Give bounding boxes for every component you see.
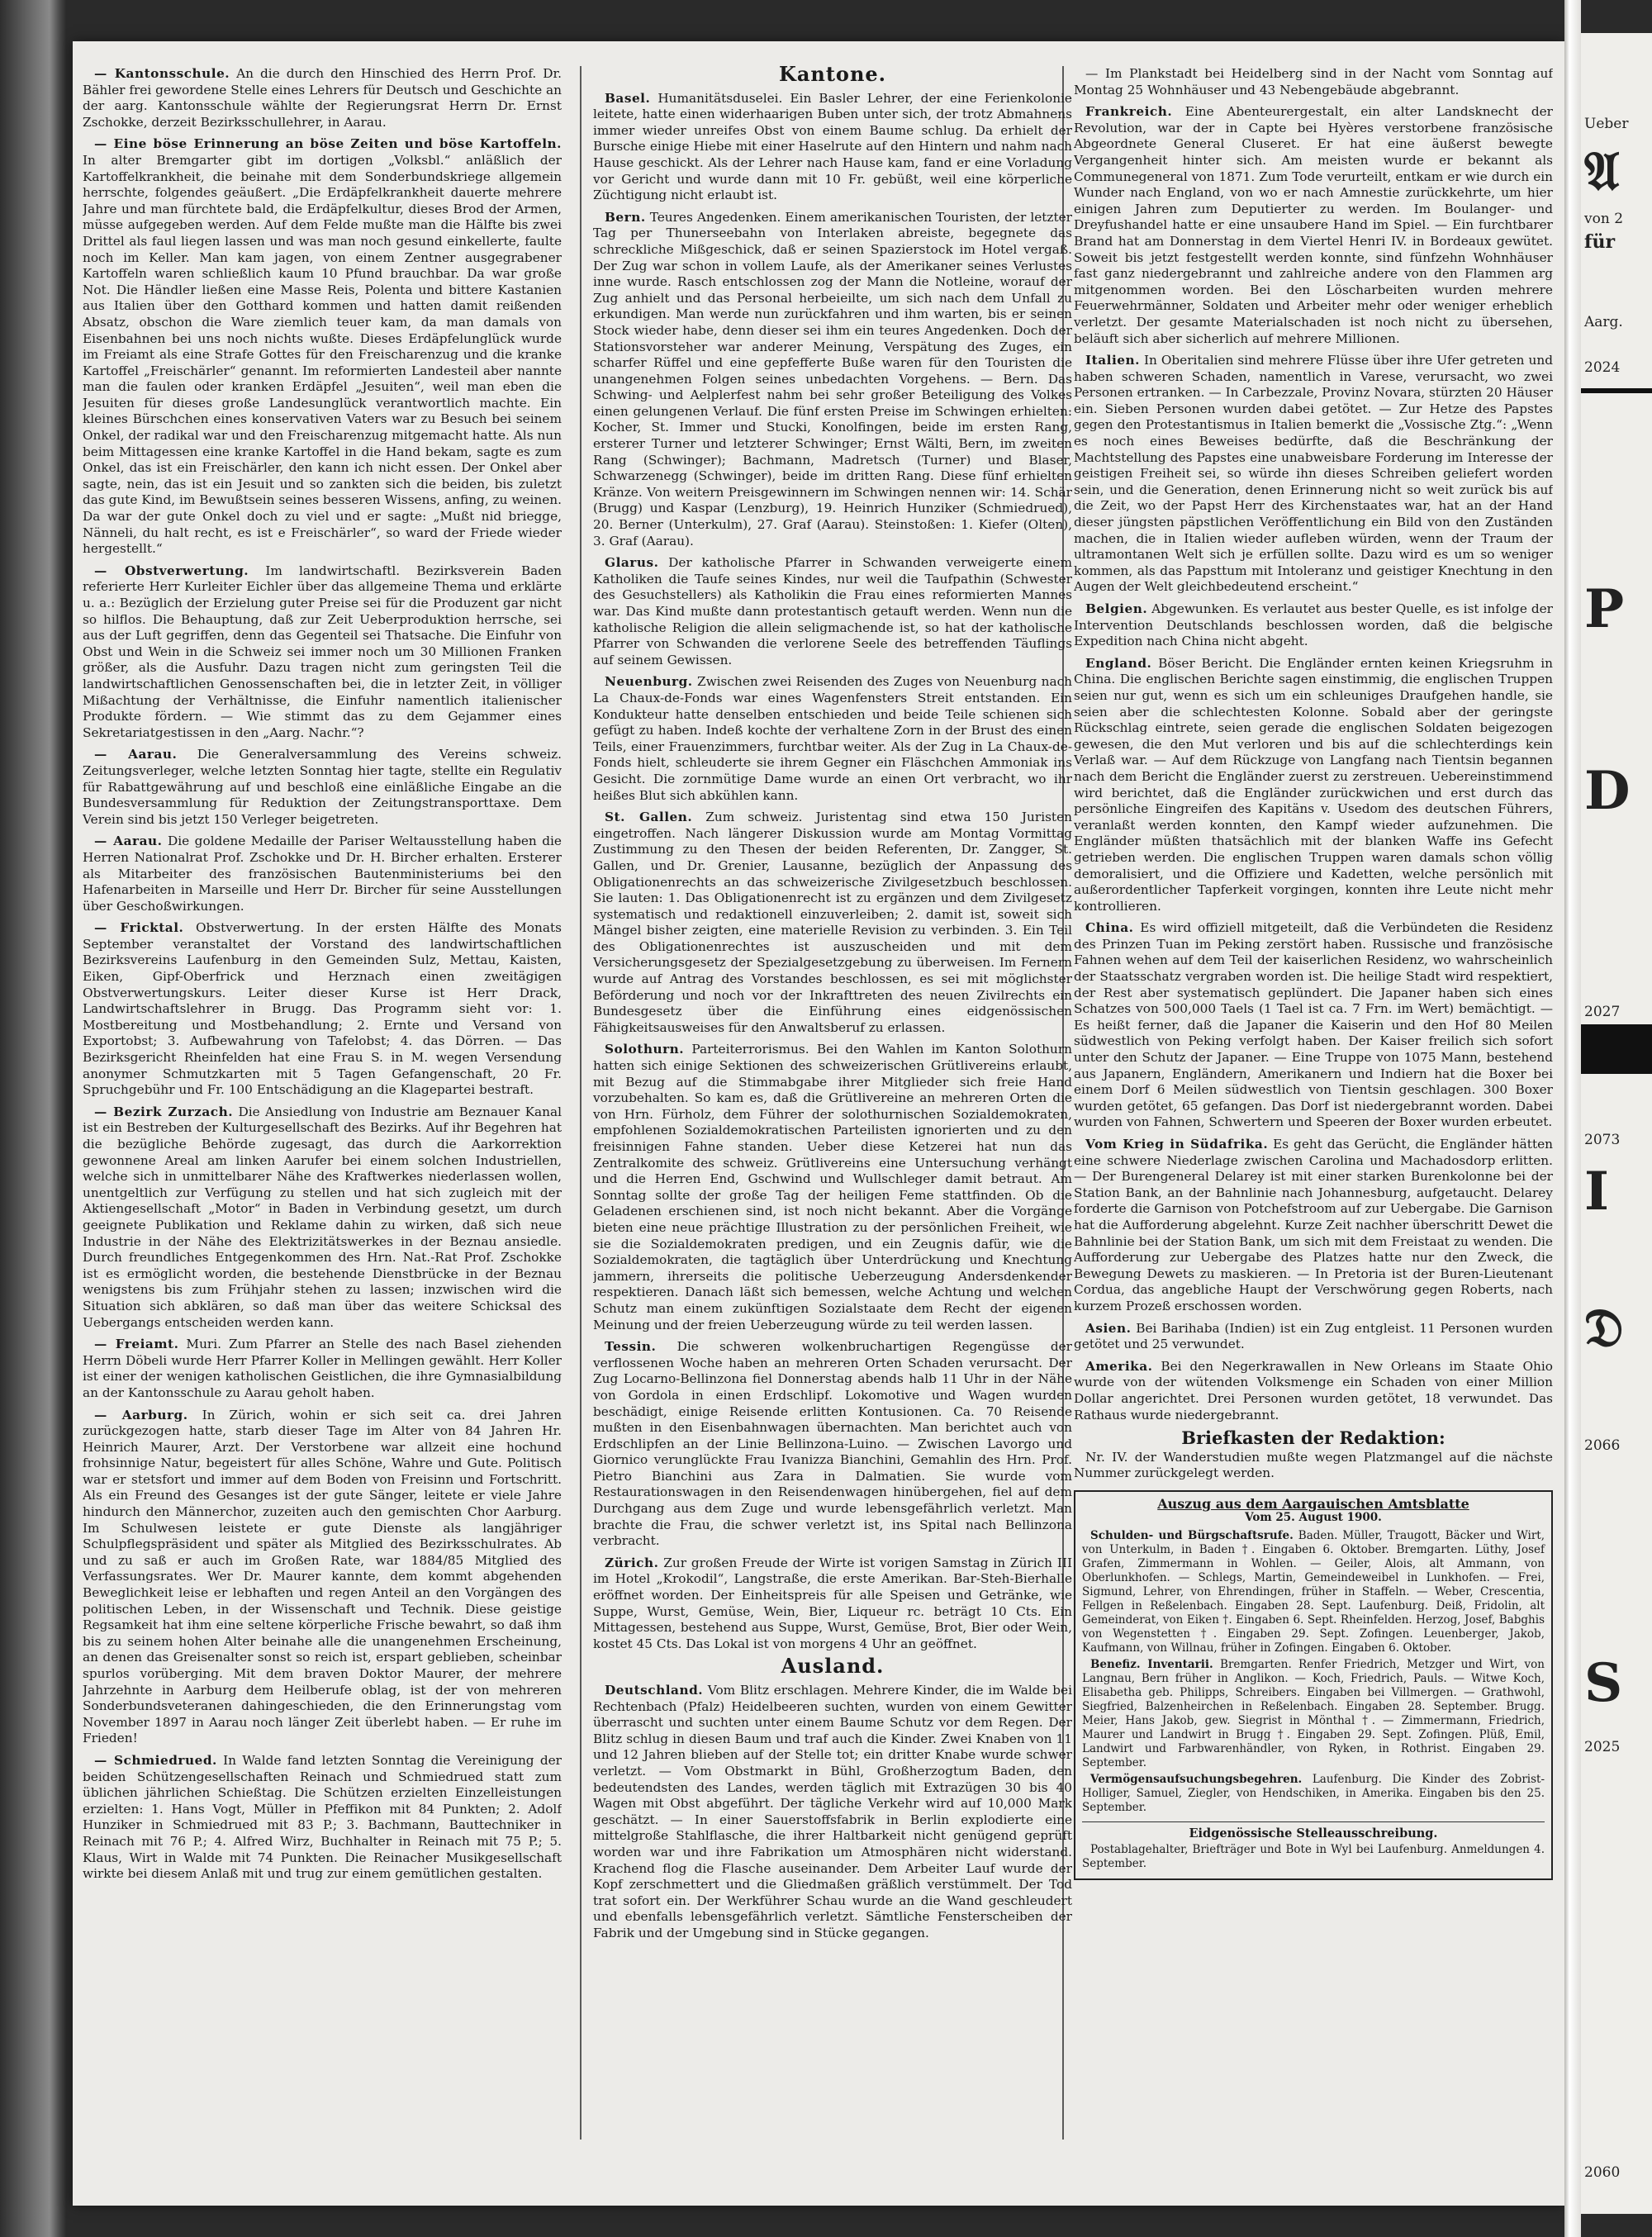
article-frankreich: Frankreich. Eine Abenteurergestalt, ein alter Landsknecht der Revolution, war der in Capte bei Hyères verstorbene französische Abgeordnete General Cluseret. Er hat eine äußerst bewegte Vergangenheit hinter sich. Am meisten wurde er bekannt als Communegeneral von 1871. Zum Tode verurteilt, entkam er wie durch ein Wunder nach England, von wo er nach Amnestie zurückkehrte, um hier einigen Jahren zum Deputierter zu werden. Im Boulanger- und Dreyfushandel hatte er eine unsaubere Hand im Spiel. — Ein furchtbarer Brand hat am Donnerstag in dem Viertel Henri IV. in Bordeaux gewütet. Soweit bis jetzt festgestellt werden konnte, sind fünfzehn Wohnhäuser fast ganz niedergebrannt und zahlreiche andere von den Flammen arg mitgenommen worden. Bei den Löscharbeiten wurden mehrere Feuerwehrmänner, Soldaten und Arbeiter mehr oder weniger erheblich verletzt. Der gesamte Materialschaden ist noch nicht zu übersehen, beläuft sich aber sicherlich auf mehrere Millionen. <box>1074 104 1553 346</box>
article-deutschland: Deutschland. Vom Blitz erschlagen. Mehrere Kinder, die im Walde bei Rechtenbach (Pfalz) Heidelbeeren suchten, wurden von einem Gewitter überrascht und suchten unter einem Baume Schutz vor dem Regen. Der Blitz schlug in diesen Baum und traf auch die Kinder. Zwei Knaben von 11 und 12 Jahren blieben auf der Stelle tot; ein dritter Knabe wurde schwer verletzt. — Vom Obstmarkt in Bühl, Großherzogtum Baden, den bedeutendsten des Landes, werden täglich mit Extrazügen 30 bis 40 Wagen mit Obst abgeführt. Der tägliche Verkehr wird auf 10,000 Mark geschätzt. — In einer Sauerstoffsfabrik in Berlin explodierte eine mittelgroße Stahlflasche, die ihrer Haltbarkeit nicht genügend geprüft worden war und ihre Fabrikation um Atmosphären nicht widerstand. Krachend flog die Flasche auseinander. Dem Arbeiter Lauf wurde der Kopf zerschmettert und die Gliedmaßen gräßlich verstümmelt. Der Tod trat sofort ein. Der Werkführer Schau wurde an die Wand geschleudert und ebenfalls lebensgefährlich verletzt. Sämtliche Fensterscheiben der Fabrik und der Umgebung sind in Stücke gegangen. <box>593 1683 1072 1940</box>
article-glarus: Glarus. Der katholische Pfarrer in Schwanden verweigerte einem Katholiken die Taufe seines Kindes, nur weil die Taufpathin (Schwester des Gesuchstellers) als Katholikin die Frau eines reformierten Mannes war. Das Kind mußte dann protestantisch getauft werden. Wenn nun die katholische Religion die allein seligmachende ist, so hat der katholische Pfarrer von Schwanden die verlorene Seele des betreffenden Täuflings auf seinem Gewissen. <box>593 555 1072 667</box>
page-gutter <box>1564 0 1581 2237</box>
section-heading-ausland: Ausland. <box>781 1654 885 1679</box>
article-tessin: Tessin. Die schweren wolkenbruchartigen Regengüsse der verflossenen Woche haben an mehreren Orten Schaden verursacht. Der Zug Locarno-Bellinzona fiel Donnerstag abends halb 11 Uhr in der Nähe von Gordola in einen Erdschlipf. Lokomotive und Wagen wurden beschädigt, einige Reisende erlitten Kontusionen. Ca. 70 Reisende mußten in den Eisenbahnwagen übernachten. Man berichtet auch von Erdschlipfen an der Linie Bellinzona-Luino. — Zwischen Lavorgo und Giornico verunglückte Frau Ivanizza Bianchini, Gemahlin des Hrn. Prof. Pietro Bianchini aus Zara in Dalmatien. Sie wurde vom Restaurationswagen in den Reisendenwagen hinübergehen, fiel auf dem Durchgang aus dem Zuge und wurde lebensgefährlich verletzt. Man brachte die Frau, die schwer verletzt ist, ins Spital nach Bellinzona verbracht. <box>593 1339 1072 1549</box>
adjacent-text: 2060 <box>1584 2164 1621 2181</box>
stellenausschreibung-heading: Eidgenössische Stelleausschreibung. <box>1082 1821 1545 1840</box>
article-amerika: Amerika. Bei den Negerkrawallen in New Orleans im Staate Ohio wurde von der wütenden Volksmenge ein Schaden von einer Million Dollar angerichtet. Drei Personen wurden getötet, 18 verwundet. Das Rathaus wurde niedergebrannt. <box>1074 1358 1553 1422</box>
adjacent-text: 2073 <box>1584 1132 1621 1148</box>
article-aarau-medaille: — Aarau. Die goldene Medaille der Pariser Weltausstellung haben die Herren Nationalrat Prof. Zschokke und Dr. H. Bircher erhalten. Ersterer als Mitarbeiter des französischen Bautenministeriums bei den Hafenarbeiten in Marseille und Herr Dr. Bircher für seine Ausstellungen über Geschoßwirkungen. <box>83 834 562 914</box>
amtsblatt-entry: Vermögensaufsuchungsbegehren. Laufenburg. Die Kinder des Zobrist-Holliger, Samuel, Ziegler, von Hendschiken, in Amerika. Eingaben bis den 25. September. <box>1082 1772 1545 1814</box>
amtsblatt-box <box>1074 1490 1553 1880</box>
article-zurzach: — Bezirk Zurzach. Die Ansiedlung von Industrie am Beznauer Kanal ist ein Bestreben der Kulturgesellschaft des Bezirks. Auf ihr Begehren hat die bezügliche Behörde zugesagt, das durch die Aarkorrektion gewonnene Areal am linken Aarufer bei einem solchen Industriellen, welche sich in unmittelbarer Nähe des Kraftwerkes niederlassen wollen, unentgeltlich zur Verfügung zu stellen und hat sich zugleich mit der Aktiengesellschaft „Motor“ in Baden in Verbindung gesetzt, um durch geeignete Publikation und Reklame dahin zu wirken, daß sich neue Industrie in der Nähe des Elektrizitätswerkes in der Beznau ansiedle. Durch freundliches Entgegenkommen des Hrn. Nat.-Rat Prof. Zschokke ist es ermöglicht worden, die bestehende Dienstbrücke in der Beznau wenigstens bis zum Frühjahr stehen zu lassen; inzwischen wird die Situation sich abklären, so daß man über das weitere Schicksal des Uebergangs entscheiden werden kann. <box>83 1104 562 1330</box>
article-asien: Asien. Bei Barihaba (Indien) ist ein Zug entgleist. 11 Personen wurden getötet und 25 verwundet. <box>1074 1320 1553 1352</box>
adjacent-block <box>1581 1024 1652 1074</box>
article-obstverwertung: — Obstverwertung. Im landwirtschaftl. Bezirksverein Baden referierte Herr Kurleiter Eichler über das allgemeine Thema und erklärte u. a.: Bezüglich der Erzielung guter Preise sei für die Produzent gar nicht so hilflos. Die Behauptung, daß zur Zeit Ueberproduktion herrsche, sei aus der Luft gegriffen, denn das Gegenteil sei Thatsache. Die Einfuhr von Obst und Wein in die Schweiz sei immer noch um 30 Millionen Franken größer, als die Ausfuhr. Dazu tragen nicht zum geringsten Teil die landwirtschaftlichen Genossenschaften bei, die in letzter Zeit, in völliger Mißachtung der Verhältnisse, die Einfuhr namentlich italienischer Produkte fördern. — Wie stimmt das zu dem Gejammer eines Sekretariatgestissen in den „Aarg. Nachr.“? <box>83 563 562 740</box>
adjacent-text: S <box>1584 1652 1623 1714</box>
adjacent-text: 2024 <box>1584 359 1621 376</box>
article-kantonsschule: — Kantonsschule. An die durch den Hinschied des Herrn Prof. Dr. Bähler frei gewordene Stelle eines Lehrers für Deutsch und Geschichte an der aarg. Kantonsschule wählte der Regierungsrat Herrn Dr. Ernst Zschokke, derzeit Bezirksschullehrer, in Aarau. <box>83 66 562 130</box>
column-rule <box>580 66 582 2140</box>
article-zuerich: Zürich. Zur großen Freude der Wirte ist vorigen Samstag in Zürich III im Hotel „Krokodil“, Langstraße, die erste Amerikan. Bar-Steh-Bierhalle eröffnet worden. Der Einheitspreis für alle Speisen und Getränke, wie Suppe, Wurst, Gemüse, Wein, Bier, Liqueur rc. beträgt 10 Cts. Ein Mittagessen, bestehend aus Suppe, Wurst, Gemüse, Brot, Bier oder Wein, kostet 45 Cts. Das Lokal ist von morgens 4 Uhr an geöffnet. <box>593 1555 1072 1651</box>
article-schmiedrued: — Schmiedrued. In Walde fand letzten Sonntag die Vereinigung der beiden Schützengesellschaften Reinach und Schmiedrued statt zum üblichen jährlichen Schießtag. Die Schützen erzielten Einzelleistungen erzielten: 1. Hans Vogt, Müller in Pfeffikon mit 84 Punkten; 2. Adolf Hunziker in Schmiedrued mit 83 P.; 3. Bachmann, Bauttechniker in Reinach mit 76 P.; 4. Alfred Wirz, Buchhalter in Reinach mit 75 P.; 5. Klaus, Wirt in Walde mit 74 Punkten. Die Reinacher Musikgesellschaft wirkte bei diesem Anlaß mit und trug zur einem gemütlichen gestalten. <box>83 1752 562 1882</box>
article-st-gallen: St. Gallen. Zum schweiz. Juristentag sind etwa 150 Juristen eingetroffen. Nach längerer Diskussion wurde am Montag Vormittag Zustimmung zu den Thesen der beiden Referenten, Dr. Zangger, St. Gallen, und Dr. Grenier, Lausanne, bezüglich der Anpassung des Obligationenrechts an das schweizerische Zivilgesetzbuch beschlossen. Sie lauten: 1. Das Obligationenrecht ist zu ergänzen und dem Zivilgesetz systematisch und redaktionell einzuverleiben; 2. damit ist, soweit sich Mängel bisher zeigten, eine materielle Revision zu verbinden. 3. Ein Teil des Obligationenrechtes ist auszuscheiden und mit dem Versicherungsgesetz der Spezialgesetzgebung zu überweisen. Im Fernern wurde auf Antrag des Vorstandes beschlossen, es sei mit möglichster Beförderung und noch vor der Inkrafttreten des neuen Zivilrechts ein Bundesgesetz über die Einführung eines eidgenössischen Fähigkeitsausweises für den Anwaltsberuf zu erlassen. <box>593 810 1072 1035</box>
adjacent-text: 2066 <box>1584 1437 1621 1454</box>
adjacent-rule <box>1581 388 1652 393</box>
adjacent-text: Ueber <box>1584 116 1629 132</box>
amtsblatt-entry: Schulden- und Bürgschaftsrufe. Baden. Müller, Traugott, Bäcker und Wirt, von Unterkulm, in Baden †. Eingaben 6. Oktober. Bremgarten. Lüthy, Josef Grafen, Zimmermann in Wohlen. — Geiler, Alois, alt Ammann, von Oberlunkhofen. — Schlegs, Martin, Gemeindeweibel in Lunkhofen. — Frei, Sigmund, Lehrer, von Ehrendingen, früher in Staffeln. — Weber, Crescentia, Fellgen in Reßelenbach. Eingaben 28. Sept. Laufenburg. Deiß, Fridolin, alt Gemeinderat, von Eiken †. Eingaben 6. Sept. Rheinfelden. Herzog, Josef, Babghis von Wegenstetten †. Eingaben 29. Sept. Zofingen. Leuenberger, Jakob, Kaufmann, von Willnau, früher in Zofingen. Eingaben 6. Oktober. <box>1082 1528 1545 1655</box>
adjacent-text: I <box>1584 1161 1609 1223</box>
adjacent-text: P <box>1584 578 1625 640</box>
article-kartoffeln: — Eine böse Erinnerung an böse Zeiten und böse Kartoffeln. In alter Bremgarter gibt im dortigen „Volksbl.“ anläßlich der Kartoffelkrankheit, die beinahe mit dem Sonderbundskriege allgemein herrschte, folgendes geäußert. „Die Erdäpfelkrankheit dauerte mehrere Jahre und man fürchtete bald, die Erdäpfelkultur, dieses Brod der Armen, müsse aufgegeben werden. Auf dem Felde mußte man die Hälfte bis zwei Drittel als faul liegen lassen und was man noch gesund einkellerte, faulte noch im Keller. Man kam jagen, von einem Zentner ausgegrabener Kartoffeln waren schließlich kaum 10 Pfund brauchbar. Da war große Not. Die Händler ließen eine Masse Reis, Polenta und bittere Kastanien aus Italien über den Gotthard kommen und hatten damit reißenden Absatz, obschon die Ware ziemlich teuer kam, da man damals von Eisenbahnen bei uns noch nichts wußte. Dieses Erdäpfelunglück wurde im Freiamt als eine Strafe Gottes für den Freischarenzug und die kranke Kartoffel „Freischärler“ genannt. Im reformierten Landesteil aber nannte man die faulen oder kranken Erdäpfel „Jesuiten“, weil man eben die Jesuiten für dieses große Landesunglück verantwortlich machte. Ein kleines Bürschchen eines konservativen Vaters war zu Besuch bei seinem Onkel, der radikal war und den Freischarenzug mitgemacht hatte. Als nun beim Mittagessen eine kranke Kartoffel in die Hand bekam, sagte es zum Onkel, das ist ein Freischärler, den kann ich nicht essen. Der Onkel aber sagte, nein, das ist ein Jesuit und so zankten sich die beiden, bis zuletzt das gute Kind, im Bewußtsein seines besseren Wissens, anfing, zu weinen. Da war der gute Onkel doch zu viel und er sagte: „Mußt nid briegge, Nänneli, du halt recht, es ist e Freischärler“, so ward der Friede wieder hergestellt.“ <box>83 136 562 557</box>
briefkasten-text: Nr. IV. der Wanderstudien mußte wegen Platzmangel auf die nächste Nummer zurückgelegt werden. <box>1074 1449 1553 1481</box>
article-aarau-verleger: — Aarau. Die Generalversammlung des Vereins schweiz. Zeitungsverleger, welche letzten Sonntag hier tagte, stellte ein Regulativ für Rabattgewährung auf und beschloß eine einläßliche Eingabe an die Bundesversammlung für Reduktion der Zeitungstransporttaxe. Dem Verein sind bis jetzt 150 Verleger beigetreten. <box>83 747 562 827</box>
article-italien: Italien. In Oberitalien sind mehrere Flüsse über ihre Ufer getreten und haben schweren Schaden, namentlich in Varese, verursacht, wo zwei Personen ertranken. — In Carbezzale, Provinz Novara, stürzten 20 Häuser ein. Sieben Personen wurden dabei getötet. — Zur Hetze des Papstes gegen den Protestantismus in Italien bemerkt die „Vossische Ztg.“: „Wenn es noch eines Beweises bedürfte, daß die Beschränkung der Machtstellung des Papstes eine unabweisbare Forderung im Interesse der geistigen Freiheit sei, so würde ihn dieses Schreiben geliefert worden sein, und die Generation, denen Erinnerung nicht so weit zurück bis auf die Zeit, wo der Papst Herr des Kirchenstaates war, hat an der Hand dieser jüngsten päpstlichen Veröffentlichung ein Bild von den Zuständen machen, die in Italien wieder aufleben würden, wenn der Traum der ultramontanen Welt sich je erfüllen sollte. Dazu wird es um so weniger kommen, als das Papsttum mit Intoleranz und geistiger Knechtung in den Augen der Welt gleichbedeutend erscheint.“ <box>1074 353 1553 595</box>
section-heading-kantone: Kantone. <box>778 66 887 86</box>
article-china: China. Es wird offiziell mitgeteilt, daß die Verbündeten die Residenz des Prinzen Tuan im Peking zerstört haben. Russische und französische Fahnen wehen auf dem Teil der kaiserlichen Residenz, wo wahrscheinlich der Staatsschatz vergraben worden ist. Die heilige Stadt wird respektiert, der Rest aber systematisch geplündert. Die Japaner haben sich eines Schatzes von 500,000 Taels (1 Tael ist ca. 7 Frn. im Wert) bemächtigt. — Es heißt ferner, daß die Japaner die Kaiserin und den Hof 80 Meilen südwestlich von Peking verfolgt haben. Der Kaiser freilich sich sofort unter den Schutz der Japaner. — Eine Truppe von 1075 Mann, bestehend aus Japanern, Engländern, Amerikanern und Indiern hat die Boxer bei einem Dorf 6 Meilen südwestlich von Tientsin geschlagen. 300 Boxer wurden getötet, 65 gefangen. Das Dorf ist niedergebrannt worden. Dabei wurden von Fahnen, Schwertern und Speeren der Boxer wurden erbeutet. <box>1074 920 1553 1130</box>
adjacent-text: 𝔇 <box>1584 1297 1624 1359</box>
adjacent-text: von 2 <box>1584 211 1624 227</box>
adjacent-text: 𝔄 <box>1584 140 1620 202</box>
article-basel: Basel. Humanitätsduselei. Ein Basler Lehrer, der eine Ferienkolonie leitete, hatte einen widerhaarigen Buben unter sich, der trotz Abmahnens immer wieder unreifes Obst von einem Baume schlug. Da erhielt der Bursche einige Hiebe mit einer Haselrute auf den Hintern und nahm nach Hause geschickt. Als der Lehrer nach Hause kam, fand er eine Vorladung vor Gericht und wurde dann mit 10 Fr. gebüßt, weil eine körperliche Züchtigung nicht erlaubt ist. <box>593 90 1072 203</box>
amtsblatt-date: Vom 25. August 1900. <box>1245 1510 1382 1524</box>
article-bern: Bern. Teures Angedenken. Einem amerikanischen Touristen, der letzter Tag per Thunerseebahn von Interlaken abreiste, begegnete das schreckliche Mißgeschick, daß er seinen Spazierstock im Hotel vergaß. Der Zug war schon in vollem Laufe, als der Amerikaner seines Verlustes inne wurde. Rasch entschlossen zog der Mann die Notleine, worauf der Zug anhielt und das Personal herbeieilte, um sich nach dem Unfall zu erkundigen. Man werde nun zurückfahren und ihm warten, bis er seinen Stock wieder habe, denn dieser sei ihm ein teures Angedenken. Doch der Stationsvorsteher war anderer Meinung, Verspätung des Zuges, ein scharfer Rüffel und eine gepfefferte Buße waren für den Touristen die unangenehmen Folgen seines unbedachten Vorgehens. — Bern. Das Schwing- und Aelplerfest nahm bei sehr großer Beteiligung des Volkes einen gelungenen Verlauf. Die fünf ersten Preise im Schwingen erhielten: Kocher, St. Immer und Stucki, Konolfingen, beide im ersten Rang, ersterer Turner und letzterer Schwinger; Ernst Wälti, Bern, im zweiten Rang (Schwinger); Bachmann, Madretsch (Turner) und Blaser, Schwarzenegg (Schwinger), beide im dritten Rang. Diese fünf erhielten Kränze. Von weitern Preisgewinnern im Schwingen nennen wir: 14. Schär (Brugg) und Kaspar (Lenzburg), 19. Heinrich Hunziker (Schmiedrued), 20. Berner (Unterkulm), 27. Graf (Aarau). Steinstoßen: 1. Kiefer (Olten), 3. Graf (Aarau). <box>593 209 1072 549</box>
article-freiamt: — Freiamt. Muri. Zum Pfarrer an Stelle des nach Basel ziehenden Herrn Döbeli wurde Herr Pfarrer Koller in Mellingen gewählt. Herr Koller ist einer der wenigen katholischen Geistlichen, die ihre Gymnasialbildung an der Kantonsschule zu Aarau geholt haben. <box>83 1337 562 1400</box>
column-3 <box>1074 66 1553 2148</box>
amtsblatt-entry: Benefiz. Inventarii. Bremgarten. Renfer Friedrich, Metzger und Wirt, von Langnau, Bern früher in Anglikon. — Koch, Friedrich, Pauls. — Witwe Koch, Elisabetha geb. Philipps, Schreibers. Eingaben bei Villmergen. — Grathwohl, Siegfried, Balzenheirchen in Reßelenbach. Eingaben 28. September. Brugg. Meier, Hans Jakob, gew. Siegrist in Mönthal †. — Zimmermann, Friedrich, Maurer und Landwirt in Brugg †. Eingaben 29. Sept. Zofingen. Plüß, Emil, Landwirt und Farbwarenhändler, von Ryken, in Rothrist. Eingaben 29. September. <box>1082 1657 1545 1769</box>
adjacent-page-strip <box>1581 33 1652 2214</box>
adjacent-text: D <box>1584 760 1631 822</box>
article-neuenburg: Neuenburg. Zwischen zwei Reisenden des Zuges von Neuenburg nach La Chaux-de-Fonds war eines Wagenfensters Streit entstanden. Ein Kondukteur hatte denselben entschieden und beide Teile schienen sich gefügt zu haben. Indeß kochte der verhaltene Zorn in der Brust des einen Teils, einer Frauenzimmers, furchtbar weiter. Als der Zug in La Chaux-de-Fonds hielt, schleuderte sie ihrem Gegner ein Fläschchen Ammoniak ins Gesicht. Die zornmütige Dame wurde an einen Ort verbracht, wo ihr heißes Blut sich abkühlen kann. <box>593 674 1072 803</box>
adjacent-text: Aarg. <box>1584 314 1623 330</box>
column-2 <box>593 66 1072 2148</box>
article-suedafrika: Vom Krieg in Südafrika. Es geht das Gerücht, die Engländer hätten eine schwere Niederlage zwischen Carolina und Machadosdorp erlitten. — Der Burengeneral Delarey ist mit einer starken Burenkolonne bei der Station Bank, an der Bahnlinie nach Johannesburg, aufgetaucht. Delarey forderte die Garnison von Potchefstroom auf zur Uebergabe. Die Garnison hat die Aufforderung abgelehnt. Kurze Zeit nachher überschritt Dewet die Bahnlinie bei der Station Bank, um sich mit dem Freistaat zu wenden. Die Aufforderung zur Uebergabe des Platzes hatte nur den Zweck, die Bewegung Dewets zu maskieren. — In Pretoria ist der Buren-Lieutenant Cordua, das angebliche Haupt der Verschwörung gegen Roberts, nach kurzem Prozeß erschossen worden. <box>1074 1137 1553 1313</box>
article-fricktal: — Fricktal. Obstverwertung. In der ersten Hälfte des Monats September veranstaltet der Vorstand des landwirtschaftlichen Bezirksvereins Laufenburg in den Gemeinden Sulz, Mettau, Kaisten, Eiken, Gipf-Oberfrick und Herznach einen zweitägigen Obstverwertungskurs. Leiter dieser Kurse ist Herr Drack, Landwirtschaftslehrer in Brugg. Das Programm sieht vor: 1. Mostbereitung und Mostbehandlung; 2. Ernte und Versand von Exportobst; 3. Aufbewahrung von Tafelobst; 4. das Dörren. — Das Bezirksgericht Rheinfelden hat eine Frau S. in M. wegen Versendung anonymer Schmutzkarten mit 5 Tagen Gefangenschaft, 20 Fr. Spruchgebühr und Fr. 100 Entschädigung an die Klagepartei bestraft. <box>83 920 562 1098</box>
amtsblatt-title: Auszug aus dem Aargauischen Amtsblatte <box>1157 1495 1469 1512</box>
adjacent-text: 2025 <box>1584 1739 1621 1755</box>
stellenausschreibung-text: Postablagehalter, Briefträger und Bote in Wyl bei Laufenburg. Anmeldungen 4. September. <box>1082 1842 1545 1870</box>
adjacent-text: 2027 <box>1584 1004 1621 1020</box>
adjacent-text: für <box>1584 231 1616 253</box>
article-plankstadt: — Im Plankstadt bei Heidelberg sind in der Nacht vom Sonntag auf Montag 25 Wohnhäuser und 43 Nebengebäude abgebrannt. <box>1074 66 1553 97</box>
article-aarburg: — Aarburg. In Zürich, wohin er sich seit ca. drei Jahren zurückgezogen hatte, starb dieser Tage im Alter von 84 Jahren Hr. Heinrich Maurer, Arzt. Der Verstorbene war allzeit eine hochund frohsinnige Natur, begeistert für alles Schöne, Wahre und Gute. Politisch war er stetsfort und immer auf dem Boden von Freisinn und Fortschritt. Als ein Freund des Gesanges ist der gute Sänger, leitete er viele Jahre hindurch den Männerchor, zuzeiten auch den gemischten Chor Aarburg. Im Schulwesen leistete er gute Dienste als langjähriger Schulpflegspräsident und später als Mitglied des Bezirksschulrates. Ab und zu saß er auch im Großen Rate, war 1884/85 Mitglied des Verfassungsrates. Wer Dr. Maurer kannte, dem kommt abgehenden Beweglichkeit leise er lebhaften und regen Anteil an den Vorgängen des politischen Leben, in der Wissenschaft und Technik. Diese geistige Regsamkeit hat ihm eine seltene körperliche Frische bewahrt, so daß ihm bis zu seinem hohen Alter beinahe alle die unangenehmen Erscheinung, an denen das Greisenalter sonst so reich ist, erspart geblieben, scheinbar spurlos vorüberging. Mit dem braven Doktor Maurer, der mehrere Jahrzehnte in Aarburg dem Heilberufe oblag, ist der von mehreren Sonderbundsveteranen dahingeschieden, die den Erinnerungstag vom November 1897 in Aarau noch länger Zeit überlebt haben. — Er ruhe im Frieden! <box>83 1407 562 1746</box>
article-england: England. Böser Bericht. Die Engländer ernten keinen Kriegsruhm in China. Die englischen Berichte sagen einstimmig, die englischen Truppen seien nur gut, wenn es sich um ein schleuniges Draufgehen handle, sie seien aber die schlechtesten Kolonne. Sobald aber der geringste Rückschlag eintrete, seien gerade die englischen Soldaten beigezogen gewesen, die den Mut verloren und bis auf die schlechterdings kein Verlaß war. — Auf dem Rückzuge von Langfang nach Tientsin begannen nach dem Bericht die Engländer zuerst zu zerstreuen. Uebereinstimmend wird berichtet, daß die Engländer zurückwichen und erst durch das persönliche Eingreifen des Kapitäns v. Usedom des deutschen Führers, veranlaßt werden konnten, den Kampf wieder aufzunehmen. Die Engländer müßten thatsächlich mit der blanken Waffe ins Gefecht getrieben werden. Die englischen Truppen waren damals schon völlig demoralisiert, und die Offiziere und Kadetten, welche persönlich mit außerordentlicher Tapferkeit vorgingen, konnten ihre Leute nicht mehr kontrollieren. <box>1074 655 1553 914</box>
article-solothurn: Solothurn. Parteiterrorismus. Bei den Wahlen im Kanton Solothurn hatten sich einige Sektionen des schweizerischen Grütlivereins erlaubt, mit Bezug auf die Stimmabgabe ihrer Mitglieder sich freie Hand vorzubehalten. So kam es, daß die Grütlivereine an mehreren Orten die von Hrn. Fürholz, dem Führer der solothurnischen Sozialdemokraten, empfohlenen Sozialdemokratischen Parteilisten ignorierten und zu den freisinnigen Fahne standen. Ueber diese Ketzerei hat nun das Zentralkomite des schweiz. Grütlivereins eine Untersuchung verhängt und die Herren End, Gschwind und Wullschleger damit betraut. Am Sonntag sollte der große Tag der heiligen Feme stattfinden. Ob die Geladenen erschienen sind, ist noch nicht bekannt. Aber die Vorgänge bieten eine neue prächtige Illustration zu der persönlichen Freiheit, wie sie die Sozialdemokraten predigen, und ein Zeugnis dafür, wie die Sozialdemokraten, die tagtäglich über Unterdrückung und Knechtung jammern, ihrerseits die politische Ueberzeugung Andersdenkender respektieren. Danach läßt sich bemessen, welche Achtung und welchen Schutz man einem zukünftigen Sozialstaate dem Recht der eigenen Meinung und der freien Ueberzeugung würde zu teil werden lassen. <box>593 1042 1072 1332</box>
column-1 <box>83 66 562 2148</box>
article-belgien: Belgien. Abgewunken. Es verlautet aus bester Quelle, es ist infolge der Intervention Deutschlands beschlossen worden, daß die belgische Expedition nach China nicht abgeht. <box>1074 601 1553 649</box>
briefkasten-heading: Briefkasten der Redaktion: <box>1181 1427 1446 1449</box>
